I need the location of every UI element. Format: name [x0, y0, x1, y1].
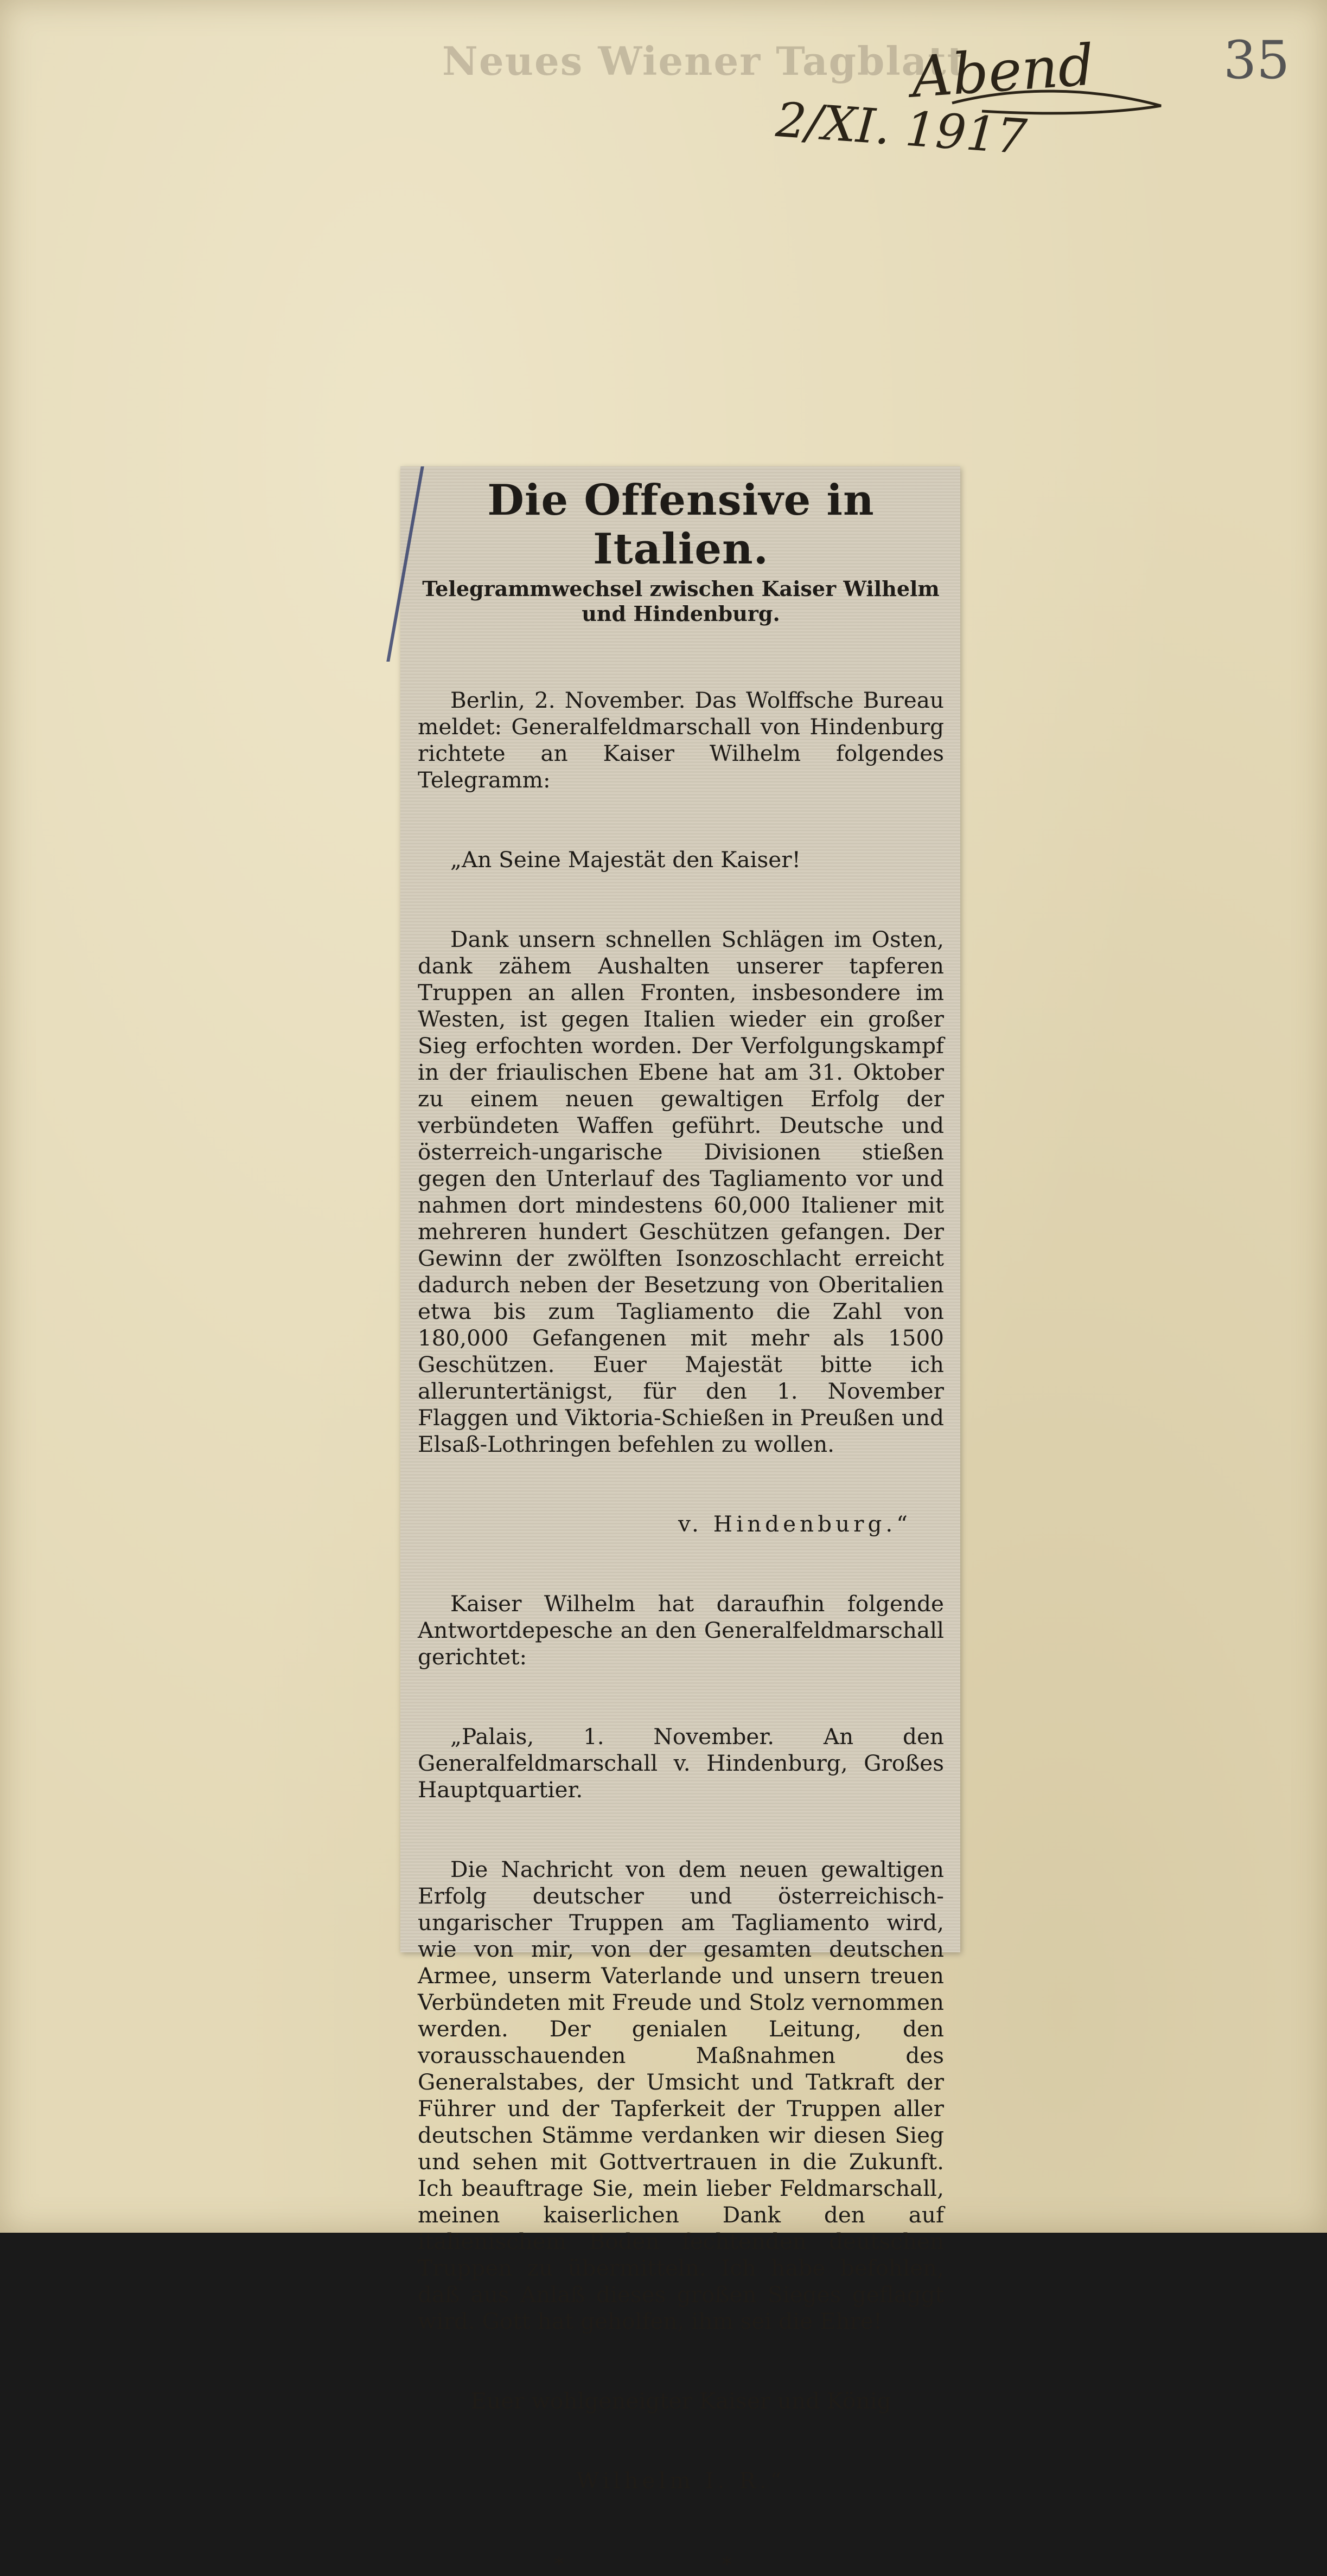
paragraph-reply-header: „Palais, 1. November. An den Generalfeldmarschall v. Hindenburg, Großes Hauptquartier. [418, 1723, 951, 1803]
paragraph-telegram: Dank unsern schnellen Schlägen im Osten, dank zähem Aushalten unserer tapferen Truppen an allen Fronten, insbesondere im Westen, ist gegen Italien wieder ein großer Sieg erfochten worden. Der Verfolgungskampf in der friaulischen Ebene hat am 31. Oktober zu einem neuen gewaltigen Erfolg der verbündeten Waffen geführt. Deutsche und österreich-ungarische Divisionen stießen gegen den Unterlauf des Tagliamento vor und nahmen dort mindestens 60,000 Italiener mit mehreren hundert Geschützen gefangen. Der Gewinn der zwölften Isonzoschlacht erreicht dadurch neben der Besetzung von Oberitalien etwa bis zum Tagliamento die Zahl von 180,000 Gefangenen mit mehr als 1500 Geschützen. Euer Majestät bitte ich alleruntertänigst, für den 1. November Flaggen und Viktoria-Schießen in Preußen und Elsaß-Lothringen befehlen zu wollen. [418, 926, 951, 1457]
article-body [418, 634, 951, 2547]
handwritten-date: 2/XI. 1917 [774, 91, 1029, 165]
newspaper-clipping [400, 466, 960, 2576]
article-subhead: Telegrammwechsel zwischen Kaiser Wilhelm und Hindenburg. [422, 576, 940, 626]
paragraph-signature-hindenburg: v. Hindenburg.“ [678, 1510, 911, 1537]
paragraph-salutation: „An Seine Majestät den Kaiser! [450, 846, 801, 873]
paragraph-signature-wilhelm: Wilhelm I. R.“ [576, 2467, 786, 2494]
paragraph-reply-text: Die Nachricht von dem neuen gewaltigen Erfolg deutscher und österreichisch-ungarischer Truppen am Tagliamento wird, wie von mir, von der gesamten deutschen Armee, unserm Vaterlande und unsern treuen Verbündeten mit Freude und Stolz vernommen werden. Der genialen Leitung, den vorausschauenden Maßnahmen des Generalstabes, der Umsicht und Tatkraft der Führer und der Tapferkeit der Truppen aller deutschen Stämme verdanken wir diesen Sieg und sehen mit Gottvertrauen in die Zukunft. Ich beauftrage Sie, mein lieber Feldmarschall, meinen kaiserlichen Dank den auf italienischem Boden fechtenden deutschen Truppen zu übermitteln. Ich habe befohlen, daß aus Anlaß dieses großen Sieges geflaggt wird. Gott hat geholfen, ihm sei die Ehre! [418, 1856, 951, 2334]
paragraph-reply-intro: Kaiser Wilhelm hat daraufhin folgende Antwortdepesche an den Generalfeldmarschall gerichtet: [418, 1590, 951, 1670]
article-headline: Die Offensive in Italien. [487, 476, 875, 574]
paragraph-dateline: Berlin, 2. November. Das Wolffsche Bureau meldet: Generalfeldmarschall von Hindenburg richtete an Kaiser Wilhelm folgendes Telegramm: [418, 687, 951, 793]
paragraph-closing: Euer wohlgeneigter Kaiser und König [470, 2387, 891, 2414]
end-marks: * * [554, 2553, 808, 2576]
newspaper-stamp: Neues Wiener Tagblatt [442, 38, 966, 84]
folio-number: 35 [1223, 30, 1290, 91]
handwritten-edition-note: Abend [909, 31, 1096, 111]
